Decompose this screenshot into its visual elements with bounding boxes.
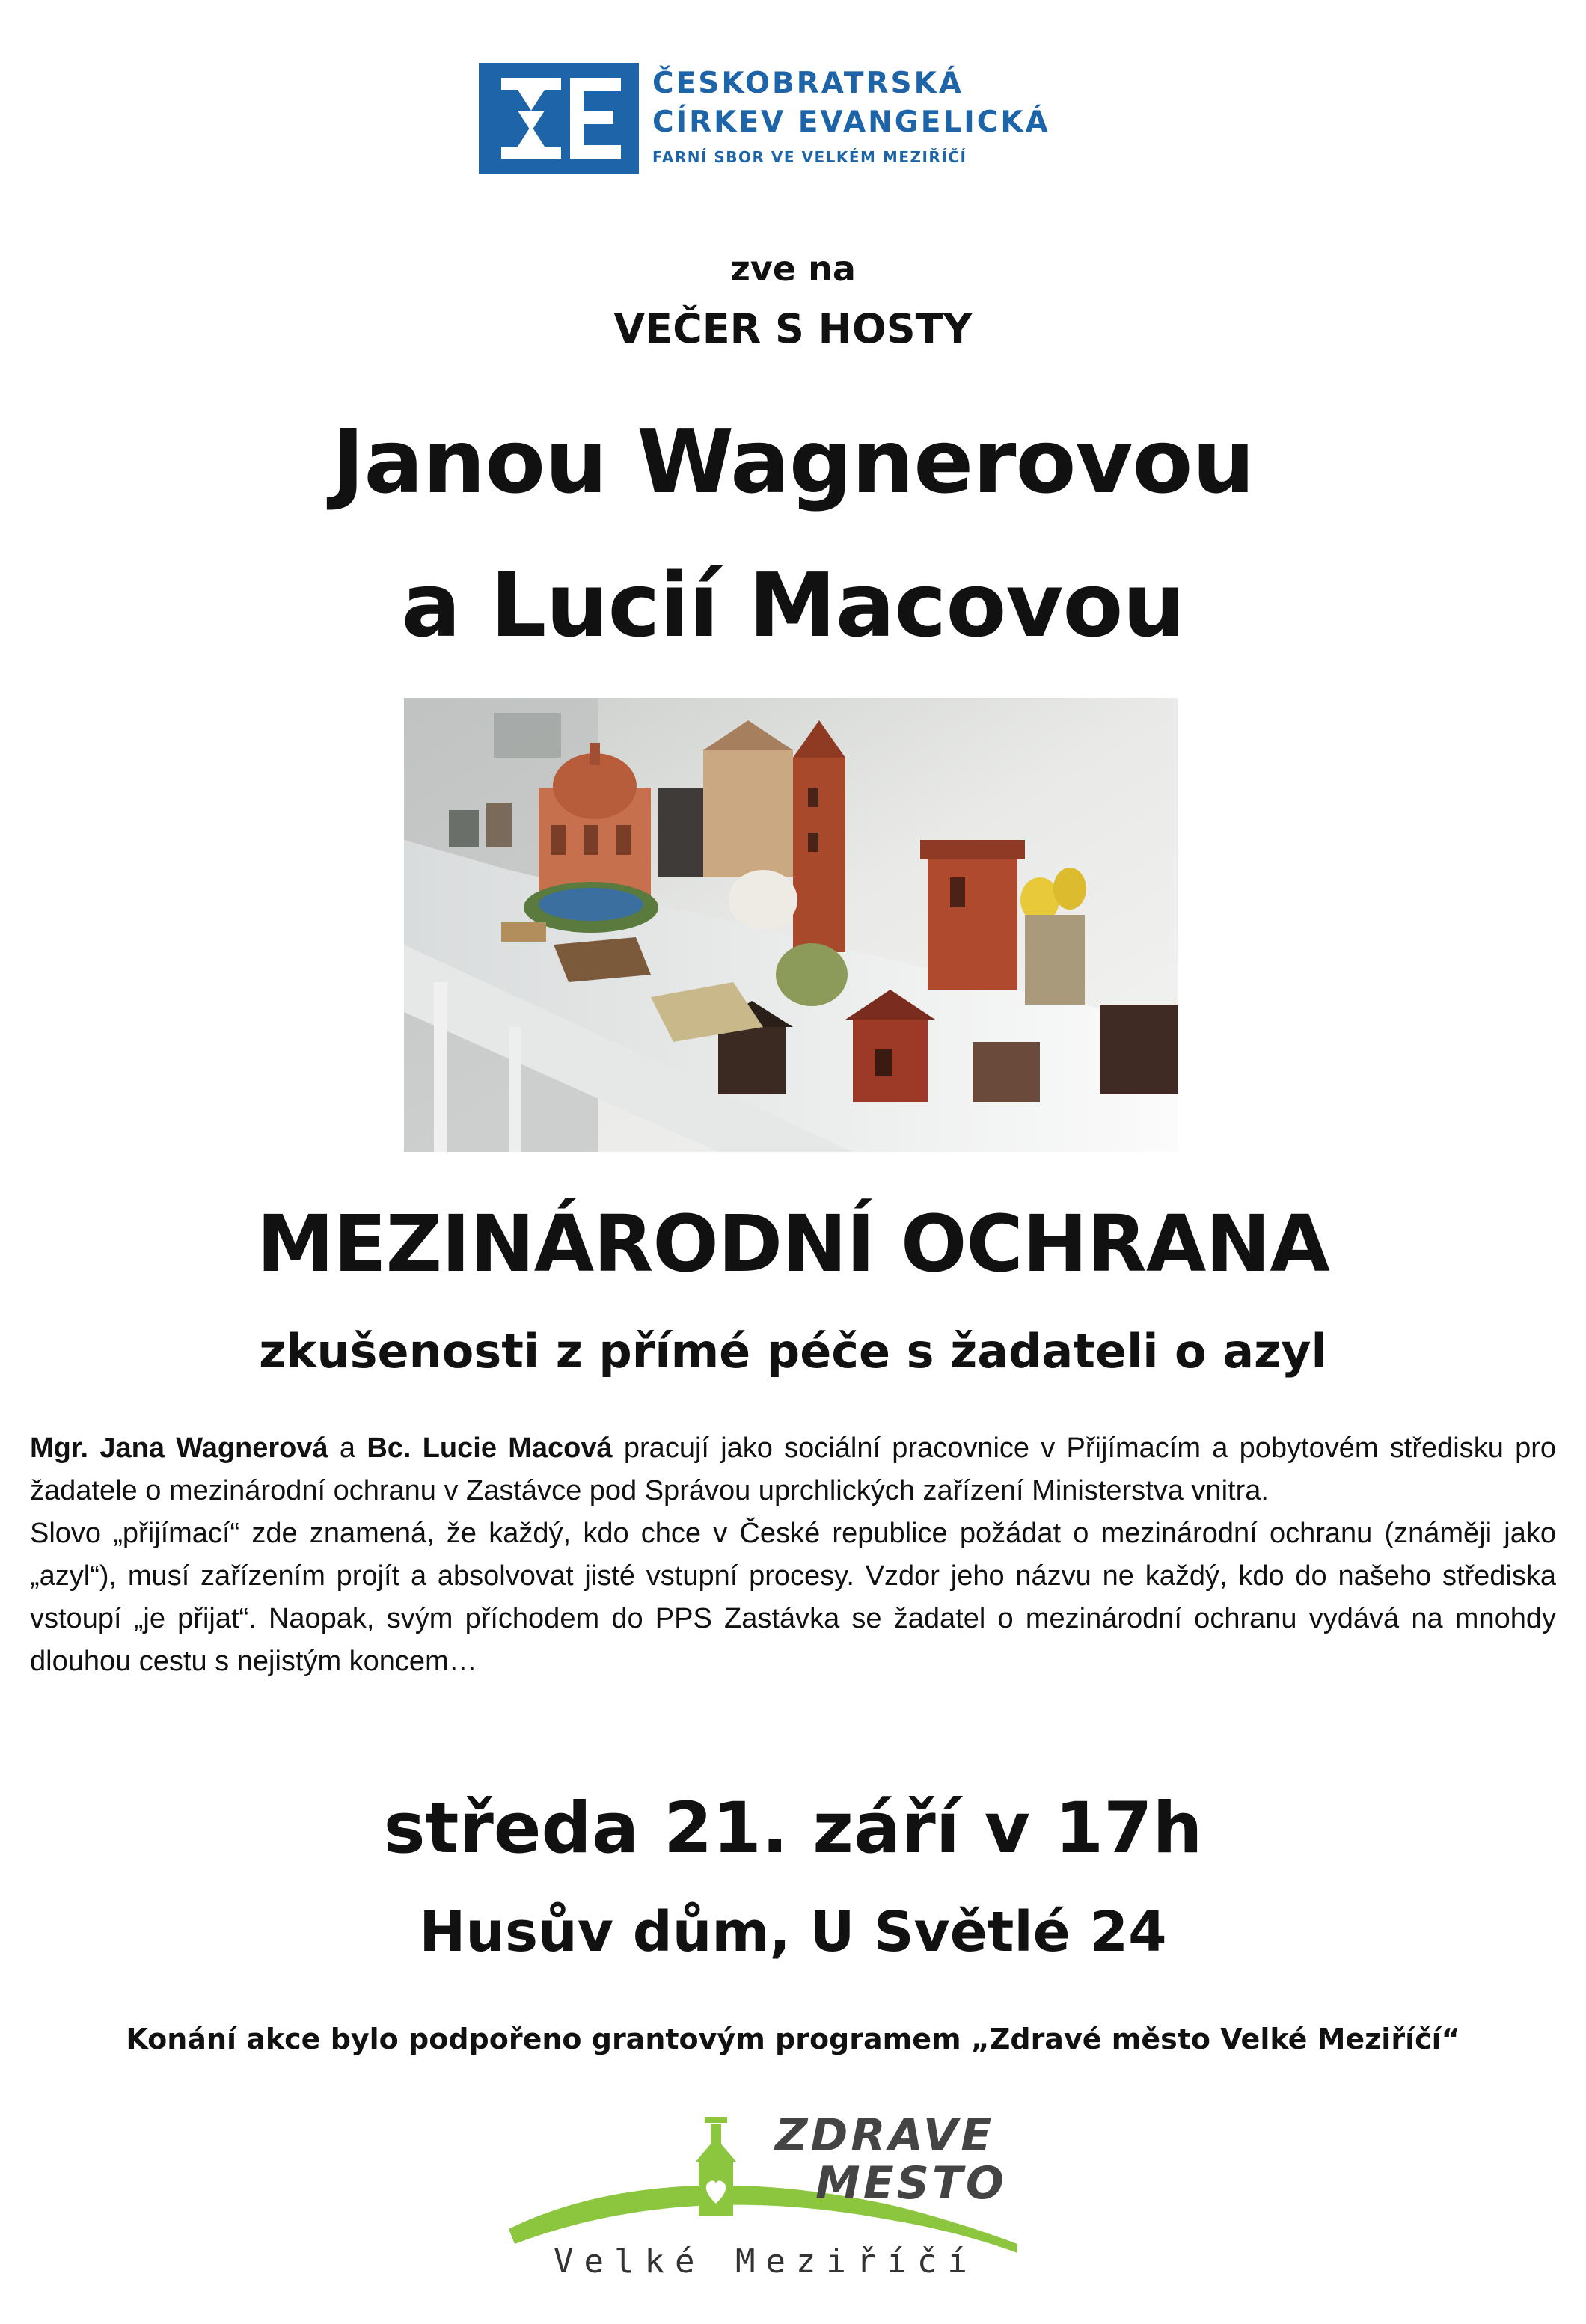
church-name-line1: ČESKOBRATRSKÁ (652, 67, 964, 100)
church-logo (479, 63, 1107, 175)
ceramic-houses-photo (404, 698, 1178, 1152)
topic-subtitle: zkušenosti z přímé péče s žadateli o azyl (259, 1324, 1327, 1379)
event-place: Husův dům, U Světlé 24 (419, 1900, 1167, 1964)
conjunction: a (328, 1432, 367, 1464)
speaker-name-1: Mgr. Jana Wagnerová (30, 1432, 328, 1464)
parish-name: FARNÍ SBOR VE VELKÉM MEZIŘÍČÍ (652, 148, 967, 166)
mesto-word: MESTO (815, 2157, 1007, 2210)
event-type: VEČER S HOSTY (613, 305, 973, 352)
grant-note: Konání akce bylo podpořeno grantovým programem „Zdravé město Velké Meziříčí“ (126, 2023, 1460, 2055)
event-date: středa 21. září v 17h (383, 1788, 1203, 1869)
guests-line2: a Lucií Macovou (401, 554, 1185, 657)
city-name: Velké Meziříčí (554, 2242, 978, 2281)
church-name-line2: CÍRKEV EVANGELICKÁ (652, 105, 1050, 139)
chalice-icon (479, 63, 639, 174)
guests-line1: Janou Wagnerovou (331, 410, 1255, 513)
speaker-name-2: Bc. Lucie Macová (367, 1432, 613, 1464)
description-text-1: pracují jako sociální pracovnice v Přijímacím a pobytovém středisku pro žadatele o mezinárodní ochranu v Zastávce pod Správou uprchlických zařízení Ministerstva vnitra. (30, 1432, 1557, 1506)
description-paragraph-2: Slovo „přijímací“ zde znamená, že každý, kdo chce v České republice požádat o mezinárodní ochranu (známěji jako „azyl“), musí zařízením projít a absolvovat jisté vstupní procesy. Vzdor jeho názvu ne každý, kdo do našeho střediska vstoupí „je přijat“. Naopak, svým příchodem do PPS Zastávka se žadatel o mezinárodní ochranu vydává na mnohdy dlouhou cestu s nejistým koncem… (30, 1518, 1556, 1677)
zdrave-word: ZDRAVE (775, 2109, 995, 2162)
invite-text: zve na (730, 248, 856, 289)
description-paragraph-1 (30, 1427, 1556, 1512)
topic-title: MEZINÁRODNÍ OCHRANA (257, 1198, 1329, 1290)
description (30, 1427, 1556, 1683)
photo-ceramic-houses-icon (404, 698, 1178, 1152)
